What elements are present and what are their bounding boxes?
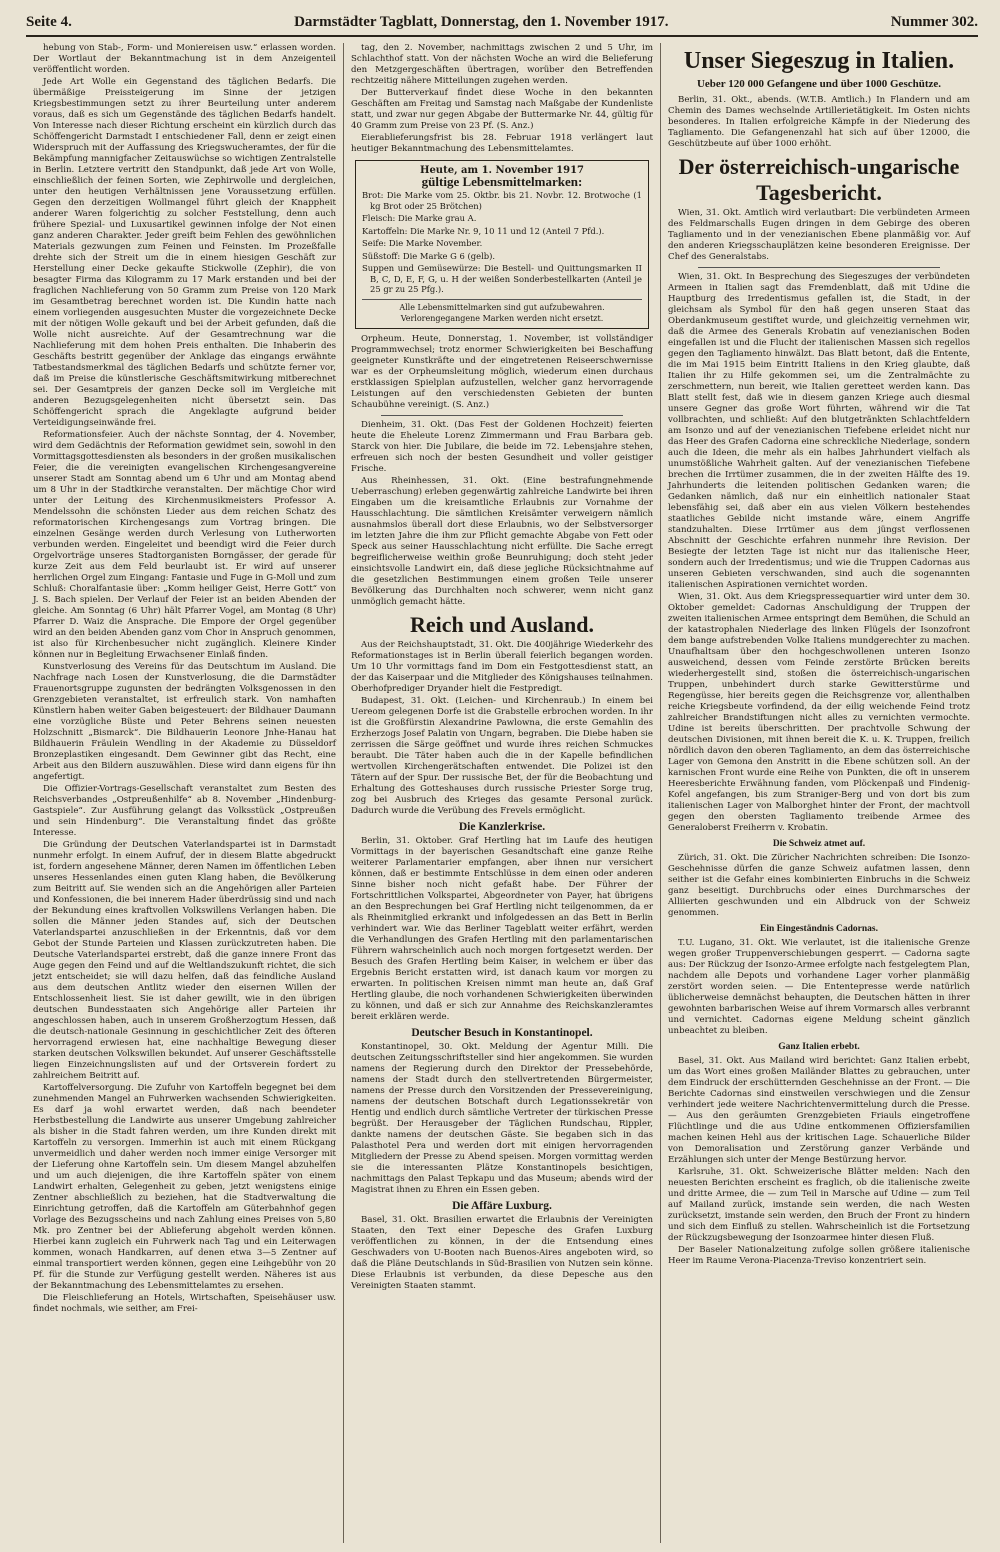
article-offizier: Die Offizier-Vortrags-Gesellschaft veranstaltet zum Besten des Reichsverbandes „Ostpreußenhilfe“ ab 8. November „Hindenburg-Gastspiele“. Zur Ausführung gelangt das Volksstück „Ostpreußen und sein Hindenburg“. Die Veranstaltung findet das größte Interesse.: [33, 784, 336, 838]
article-wtb: Berlin, 31. Okt., abends. (W.T.B. Amtlich.) In Flandern und am Chemin des Dames wechselnde Artillerietätigkeit. Im Osten nichts besonderes. In Italien erfolgreiche Kämpfe in der Niederung des Tagliamento. Die Gefangenenzahl hat sich auf über 12000, die Geschützbeute auf über 1000 erhöht.: [668, 95, 970, 149]
headline-luxburg: Die Affäre Luxburg.: [452, 1199, 552, 1212]
article-intro: hebung von Stab-, Form- und Moniereisen usw.“ erlassen worden. Der Wortlaut der Bekanntmachung ist in dem Anzeigenteil veröffentlicht worden.: [33, 43, 336, 75]
subheadline-siegeszug: Ueber 120 000 Gefangene und über 1000 Geschütze.: [696, 78, 942, 90]
headline-italien-erbebt: Ganz Italien erbebt.: [778, 1042, 860, 1052]
list-item: Süßstoff: Die Marke G 6 (gelb).: [362, 250, 496, 261]
article-orpheum: Orpheum. Heute, Donnerstag, 1. November, ist vollständiger Programmwechsel; trotz enormer Schwierigkeiten bei Beschaffung geeigneter Kunstkräfte und der eingetretenen Reiseerschwernisse war es der Orpheumsleitung möglich, wiederum einen durchaus erstklassigen Spielplan aufzustellen, welcher ganz hervorragende Leistungen auf den verschiedensten Gebieten der bunten Schaubühne vereinigt. (S. Anz.): [351, 333, 653, 410]
columns: [26, 43, 978, 1543]
article-reformation: Reformationsfeier. Auch der nächste Sonntag, der 4. November, wird dem Gedächtnis der Reformation gewidmet sein, sowohl in den Vormittagsgottesdiensten als besonders in der großen musikalischen Feier, die die vereinigten evangelischen Kirchengesangvereine unserer Stadt am Sonntag abend um 6 Uhr und am Montag abend um 8 Uhr in der Stadtkirche veranstalten. Der mächtige Chor wird unter der Leitung des Kirchenmusikmeisters Professor A. Mendelssohn die schönsten Lieder aus dem reichen Schatz des reformatorischen Kirchengesangs zum Vortrag bringen. Die einzelnen Gesänge werden durch Verlesung von Lutherworten verbunden werden. Eingeleitet und beendigt wird die Feier durch Orgelvorträge unseres Stadtorganisten Borngässer, der gerade für kurze Zeit aus dem Feld beurlaubt ist. Er wird auf unserer herrlichen Orgel zum Eingang: Fantasie und Fuge in G-Moll und zum Schluß: Choralfantasie über: „Komm heiliger Geist, Herre Gott“ von J. S. Bach spielen. Der Verlauf der Feier ist an beiden Abenden der gleiche. Am Sonntag (6 Uhr) hält Pfarrer Vogel, am Montag (8 Uhr) Pfarrer D. Waiz die Ansprache. Die Empore der Orgel gegenüber wird an den beiden Abenden ganz vom Chor in Anspruch genommen, ist also für Kirchenbesucher nicht zugänglich. Kleinere Kinder können nur in Begleitung Erwachsener Einlaß finden.: [33, 430, 336, 660]
article-karlsruhe: Karlsruhe, 31. Okt. Schweizerische Blätter melden: Nach den neuesten Berichten erscheint es fraglich, ob die italienische zweite und dritte Armee, die — zum Teil in Marsche auf Udine — zum Teil auf Mailand zurück, imstande sein werden, die nach Westen zurücksetzt, imstande sein werden, den Bruch der Front zu hindern und sich dem Einfluß zu stellen. Wahrscheinlich ist die Fortsetzung der Rückzugsbewegung der Isonzoarmee hinter diesen Fluß.: [668, 1167, 970, 1243]
headline-kanzlerkrise: Die Kanzlerkrise.: [458, 820, 546, 833]
list-item: Brot: Die Marke vom 25. Oktbr. bis 21. Novbr. 12. Brotwoche (1 kg Brot oder 25 Brötchen): [362, 190, 642, 211]
article-rheinhessen: Aus Rheinhessen, 31. Okt. (Eine bestrafungnehmende Ueberraschung) erleben gegenwärtig zahlreiche Landwirte bei ihren Eingaben um die kreisamtliche Erlaubnis zur Vornahme der Hausschlachtung. Die sämtlichen Kreisämter verweigern nämlich ausnahmslos überall dort diese Erlaubnis, wo der Selbstversorger im letzten Jahre die ihm zur Pflicht gemachte Abgabe von Fett oder Speck aus seiner Hausschlachtung nicht erfüllte. Die Sache erregt begreiflicherweise weithin große Beunruhigung; doch steht jeder einsichtsvolle Landwirt ein, daß diese jegliche Rücksichtnahme auf die gesetzlichen Bestimmungen einem großen Teile unserer Bevölkerung das Durchhalten noch schwerer, wenn nicht ganz unmöglich gemacht hätte.: [351, 475, 653, 607]
article-kunstverlosung: Kunstverlosung des Vereins für das Deutschtum im Ausland. Die Nachfrage nach Losen der Kunstverlosung, die die Darmstädter Frauenortsgruppe zugunsten der bedrängten Volksgenossen in den Grenzgebieten veranstaltet, ist erfreulich stark. Von namhaften Künstlern haben weiter Gaben beigesteuert: der Bildhauer Daumann eine vorzügliche Büste und Peter Behrens seinen neuesten Holzschnitt „Bismarck“. Die Bildhauerin Leonore Jnhe-Hanau hat Bildhauerin Fräulein Wendling in der Akademie zu Düsseldorf Bronzeplastiken eingesandt. Dem Gewinner gibt das Recht, eine Arbeit aus den Bildern auszuwählen. Diese wird dann eigens für ihn angefertigt.: [33, 662, 336, 782]
article-fleisch: Die Fleischlieferung an Hotels, Wirtschaften, Speisehäuser usw. findet nochmals, wie seither, am Frei-: [33, 1293, 336, 1314]
list-item: Suppen und Gemüsewürze: Die Bestell- und Quittungsmarken II B, C, D, E, F, G, u. H der weißen Sonderbestellkarten (Anteil je 25 gr zu 25 Pfg.).: [362, 263, 642, 294]
article-schweiz: Zürich, 31. Okt. Die Züricher Nachrichten schreiben: Die Isonzo-Geschehnisse dürfen die ganze Schweiz aufatmen lassen, denn seither ist die Gefahr eines kombinierten Einbruchs in die Schweiz ganz beseitigt. Durchbruchs oder eines Durchmarsches der Alliierten geschwunden und ein Albdruck von der Schweiz genommen.: [668, 853, 970, 918]
article-eier: Eierablieferungsfrist bis 28. Februar 1918 verlängert laut heutiger Bekanntmachung des Lebensmittelamtes.: [351, 133, 653, 154]
article-wien-3: Wien, 31. Okt. Aus dem Kriegspressequartier wird unter dem 30. Oktober gemeldet: Cadornas Anschuldigung der Truppen der zweiten italienischen Armee entspringt dem Bemühen, die Schuld an der katastrophalen Niederlage des linken Flügels der Isonzofront dem bange aufstrebenden Volke Italiens mundgerechter zu machen. Unaufhaltsam über den hochgeschwollenen unteren Isonzo ausweichend, dessen vom Feinde zerstörte Brücken bereits wiederhergestellt sind, stoßen die österreichisch-ungarischen Truppen, unbehindert durch starke Gewitterstürme und Regengüsse, hier bereits gegen die Reichsgrenze vor, allenthalben reiche Kriegsbeute vorfindend, da der eilig weichende Feind trotz zahlreicher Brandstiftungen nicht alles zu vernichten vermochte. Udine ist bereits überschritten. Der prachtvolle Schwung der deutschen Divisionen, mit ihnen bereit die K. u. K. Truppen, freilich nördlich davon den oberen Tagliamento, an dem das österreichische Lager von Gemona den Anstritt in die Ebene schützen soll. An der karnischen Front wurde eine Reihe von Punkten, die oft in unserem Heeresberichte Erwähnung fanden, vom Plöckenpaß und Findenig-Kofel angefangen, bis zum Straniger-Berg und von dort bis zum italienischen Lager von Malborghet hinter der Front, der machtvoll gegen den obersten Tagliamento treibende Armee des Generaloberst Freiherrn v. Krobatin.: [668, 592, 970, 833]
column-right: [660, 43, 977, 1543]
article-wien-2: Wien, 31. Okt. In Besprechung des Siegeszuges der verbündeten Armeen in Italien sagt das Fremdenblatt, daß mit Udine die Hauptburg des Irredentismus gefallen ist, die Stadt, in der gleichsam als Symbol für den haß gegen unseren Staat das Oberdankmuseum gestiftet wurde, und gleichzeitig vernehmen wir, daß die Armee des Generals Krobatin auf venezianischen Boden eingefallen ist und die Flucht der italienischen Massen sich regellos gegen den Tagliamento hinwälzt. Das Blatt betont, daß die Entente, die im Mai 1915 beim Eintritt Italiens in den Krieg glaubte, daß Italien ihr zu Hilfe gekommen sei, um die Zentralmächte zu zerschmettern, nun bereit, wie Italien geretteet werden kann. Das Blatt stellt fest, daß wie in diesem ganzen Kriege auch diesmal unsere Gegner das große Wort führten, während wir die Tat vollbrachten, und schließt: Auf den blutgetränkten Schlachtfeldern am Isonzo und auf der venezianischen Tiefebene erleidet nicht nur das Heer des Grafen Cadorna eine schreckliche Niederlage, sondern auch die Ideen, die mehr als ein halbes Jahrhundert vielfach als unumstößliche Wahrheit galten. Auf der venezianischen Tiefebene brechen die Irrtümer zusammen, die in der zweiten Hälfte des 19. Jahrhunderts die leitenden politischen Gedanken waren; die Gedanken nämlich, daß nur ein einheitlich nationaler Staat lebensfähig sei, daß aber ein aus vielen Völkern bestehendes staatliches Gebilde nicht imstande wäre, einem Angriffe standzuhalten. Diese Irrtümer aus dem jüngst verflossenen Abschnitt der Geschichte erfahren nunmehr ihre Revision. Der Besiegte der letzten Tage ist nicht nur das italienische Heer, sondern auch der Irredentismus; und wie die Truppen Cadornas aus unseren Gebieten verschwanden, sind auch die sogenannten italienischen Aspirationen vernichtet worden.: [668, 272, 970, 590]
list-item: Seife: Die Marke November.: [362, 238, 483, 248]
list-item: Fleisch: Die Marke grau A.: [362, 213, 477, 223]
article-dienheim: Dienheim, 31. Okt. (Das Fest der Goldenen Hochzeit) feierten heute die Eheleute Lorenz Zimmermann und Frau Barbara geb. Starck von hier. Die Jubilare, die beide im 72. Lebensjahre stehen, erfreuen sich noch der besten Gesundheit und voller geistiger Frische.: [351, 419, 653, 474]
section-title-reich: Reich und Ausland.: [409, 611, 595, 637]
article-kartoffel: Kartoffelversorgung. Die Zufuhr von Kartoffeln begegnet bei dem zunehmenden Mangel an Fuhrwerken wachsenden Schwierigkeiten. Es darf ja wohl erwartet werden, daß nach beendeter Herbstbestellung die Landwirte aus unserer Umgebung zahlreicher als bisher in die Stadt fahren werden, um ihre Kunden direkt mit Kartoffeln zu versorgen. Immerhin ist auch mit einem Rückgang unvermeidlich und daher werden noch immer einige Versorger mit der Lieferung ohne Kartoffeln sein. Um diesem Mangel abzuhelfen und um auch diejenigen, die ihre Kartoffeln später von einem Landwirt erhalten, Gelegenheit zu geben, jetzt wenigstens einige Zentner abschließlich zu beziehen, hat die Stadtverwaltung die Einrichtung getroffen, daß die Kartoffeln am Güterbahnhof gegen Vorlage des Bezugsscheins und nach Zahlung eines Preises von 5,80 Mk. pro Zentner bei der Ablieferung abgeholt werden können. Hierbei kann zugleich ein Fuhrwerk nach Tag und ein Leiterwagen kommen, wonach Handkarren, auf denen etwa 3—5 Zentner auf einmal transportiert werden können, gegen eine Leihgebühr von 20 Pf. für die Stunde zur Verfügung gestellt werden. Näheres ist aus der Bekanntmachung des Lebensmittelamtes zu ersehen.: [33, 1083, 336, 1291]
column-middle: [343, 43, 660, 1543]
article-kanzlerkrise: Berlin, 31. Oktober. Graf Hertling hat im Laufe des heutigen Vormittags in der bayerischen Gesandtschaft eine ganze Reihe weiterer Parlamentarier empfangen, aber ihnen nur versichert können, daß er bestimmte Entschlüsse in dem einen oder anderen Sinne bisher noch nicht gefaßt habe. Der Führer der Fortschrittlichen Volkspartei, Abgeordneter von Payer, hat übrigens an den Besprechungen bei Graf Hertling nicht teilgenommen, da er als Rheinmitglied erkrankt und infolgedessen an das Bett in Berlin verhindert war. Wie das Berliner Tageblatt weiter erfährt, werden die Verhandlungen des Grafen Hertling mit den parlamentarischen Führern wahrscheinlich auch noch morgen fortgesetzt werden. Der Besuch des Grafen Hertling beim Kaiser, in welchem er über das Ergebnis Bericht erstatten wird, ist danach kaum vor morgen zu erwarten. In politischen Kreisen nimmt man heute an, daß Graf Hertling glaube, die noch vorhandenen Schwierigkeiten überwinden zu können, und daß er sich zur Annahme des Reichskanzleramtes bereit erklären werde.: [351, 835, 653, 1022]
article-butter: Der Butterverkauf findet diese Woche in den bekannten Geschäften am Freitag und Samstag nach Maßgabe der Kundenliste statt, und zwar nur gegen Abgabe der Buttermarke Nr. 44, gültig für 40 Gramm zum Preise von 23 Pf. (S. Anz.): [351, 88, 653, 131]
headline-cadorna: Ein Eingeständnis Cadornas.: [760, 924, 878, 934]
headline-schweiz: Die Schweiz atmet auf.: [772, 839, 866, 849]
article-wien-1: Wien, 31. Okt. Amtlich wird verlautbart: Die verbündeten Armeen des Feldmarschalls Eugen dringen in dem Gebirge des oberen Tagliamento und in der venezianischen Ebene planmäßig vor. Auf den anderen Kriegsschauplätzen keine besonderen Ereignisse. Der Chef des Generalstabs.: [668, 208, 970, 262]
article-luxburg: Basel, 31. Okt. Brasilien erwartet die Erlaubnis der Vereinigten Staaten, den Text einer Depesche des Grafen Luxburg veröffentlichen zu können, in der die Entsendung eines Geschwaders von U-Booten nach Buenos-Aires angeboten wird, so daß die Pläne Deutschlands in Süd-Brasilien von Nutzen sein könne. Diese Erlaubnis ist verbunden, da diese Depesche aus den Vereinigten Staaten stammt.: [351, 1214, 653, 1291]
article-budapest: Budapest, 31. Okt. (Leichen- und Kirchenraub.) In einem bei Uereom gelegenen Dorfe ist die Grabstelle erbrochen worden. In ihr ist die Großfürstin Alexandrine Pawlowna, die erste Gemahlin des Erzherzogs Josef Palatin von Ungarn, begraben. Die Diebe haben sie zerrissen die Särge geöffnet und wurde ihres reichen Schmuckes beraubt. Die Täter haben auch die in der Kapelle befindlichen wertvollen Kirchengerätschaften entwendet. Die Polizei ist den Tätern auf der Spur. Der russische Bet, der für die Beobachtung und Erhaltung des Gotteshauses durch russische Priester Sorge trug, zog bei Ausbruch des Krieges das gesamte Personal zurück. Dadurch wurde die Verübung des Frevels ermöglicht.: [351, 695, 653, 816]
divider: [698, 267, 940, 268]
issue-number: Nummer 302.: [890, 14, 978, 30]
article-cadorna: T.U. Lugano, 31. Okt. Wie verlautet, ist die italienische Grenze wegen großer Truppenverschiebungen gesperrt. — Cadorna sagte aus: Der Rückzug der Isonzo-Armee erfolgte nach festgelegtem Plan, nachdem alle Depots und vorhandene Lager vorher planmäßig zerstört worden seien. — Die Ententepresse werde natürlich üblicherweise demnächst behaupten, die Deutschen hätten in ihrer gewohnten barbarischen Weise auf ihrem Vormarsch alles verbrannt und vernichtet. Cadornas eigene Meldung scheint gänzlich unbeachtet zu bleiben.: [668, 938, 970, 1036]
column-left: [26, 43, 343, 1543]
article-italien-erbebt: Basel, 31. Okt. Aus Mailand wird berichtet: Ganz Italien erbebt, um das Wort eines großen Mailänder Blattes zu gebrauchen, unter dem Eindruck der erschütternden Geschehnisse an der Front. — Die Berichte Cadornas sind einstweilen verschwiegen und die Zensur verhindert jede weitere Nachrichtenvermittelung durch die Presse. — Aus den geräumten Grenzgebieten Friauls eingetroffene Flüchtlinge und die aus Udine entkommenen Offiziersfamilien machen keinen Hehl aus der kritischen Lage. Schauerliche Bilder von Demoralisation und Zerstörung ganzer Verbände und Erzählungen sich unter der Menge Bestürzung hervor.: [668, 1056, 970, 1165]
headline-konstantinopel: Deutscher Besuch in Konstantinopel.: [411, 1026, 593, 1039]
lebensmittelmarken-box: [355, 160, 649, 329]
article-baseler: Der Baseler Nationalzeitung zufolge sollen größere italienische Heer im Raume Verona-Piacenza-Treviso konzentriert sein.: [668, 1245, 970, 1266]
article-vaterlandspartei: Die Gründung der Deutschen Vaterlandspartei ist in Darmstadt nunmehr erfolgt. In einem Aufruf, der in diesem Blatte abgedruckt ist, fordern angesehene Männer, deren Namen im öffentlichen Leben unseres Hessenlandes einen guten Klang haben, die Bevölkerung zum Beitritt auf. Sie wenden sich an die Angehörigen aller Parteien und Konfessionen, die bei innerem Hader überdrüssig sind und nach der Bekundung eines kraftvollen Volkswillens Verlangen haben. Die sollen die Männer jeden Standes auf, sich der Deutschen Vaterlandspartei anzuschließen in der Erkenntnis, daß vor dem Gebot der Stunde Parteien und Klassen zurückzutreten haben. Die Deutsche Vaterlandspartei erstrebt, daß die ganze innere Front das Auge gegen den Feind und auf die Weltlandszukunft richtet, die sich jetzt entscheidet; sie will dazu helfen, daß das feindliche Ausland aus dem deutschen Antlitz wieder den eisernen Willen der Entschlossenheit liest. Sie ist daher gewillt, wie in den übrigen deutschen Bundesstaaten sich Angehörige aller Parteien ihr angeschlossen haben, auch in unserem Großherzogtum Hessen, daß die deutsch-nationale Gesinnung in geschichtlicher Zeit des öfteren hervorragend erwiesen hat, eine nachhaltige Bewegung dieser starken deutschen Volkswillen bekundet. Auf unserer Geschäftsstelle liegen Einzeichnungslisten auf und der Ortsverein fordert zu zahlreichem Beitritt auf.: [33, 840, 336, 1081]
article-cont: tag, den 2. November, nachmittags zwischen 2 und 5 Uhr, im Schlachthof statt. Von der nächsten Woche an wird die Belieferung den Metzgergeschäften übertragen, worüber den Betreffenden rechtzeitig nähere Mitteilungen zugehen werden.: [351, 43, 653, 86]
article-konstantinopel: Konstantinopel, 30. Okt. Meldung der Agentur Milli. Die deutschen Zeitungsschriftsteller sind hier angekommen. Sie wurden namens der Regierung durch den Direktor der Pressebehörde, namens der Stadt durch den stellvertretenden Bürgermeister, namens der Presse durch den Vorsitzenden der Pressevereinigung, namens der deutschen Botschaft durch Legationssekretär von Hentig und endlich durch sämtliche Vertreter der türkischen Presse begrüßt. Der Herausgeber der Täglichen Rundschau, Rippler, dankte namens der deutschen Gäste. Sie begaben sich in das Palasthotel Pera und werden dort mit einigen hervorragenden Mitgliedern der Presse zu Abend speisen. Morgen vormittag werden sie die interessanten Plätze Konstantinopels besichtigen, nachmittags den Palast Tepkapu und das Museum; abends wird der Magistrat ihnen zu Ehren ein Essen geben.: [351, 1041, 653, 1195]
newspaper-dateline: Darmstädter Tagblatt, Donnerstag, den 1. November 1917.: [294, 14, 669, 30]
headline-siegeszug: Unser Siegeszug in Italien.: [683, 48, 955, 74]
article-reich: Aus der Reichshauptstadt, 31. Okt. Die 400jährige Wiederkehr des Reformationstages ist in Berlin überall feierlich begangen worden. Um 10 Uhr vormittags fand im Dom ein Festgottesdienst statt, an der das Kaiserpaar und die Mitglieder des Königshauses teilnahmen. Oberhofprediger Dryander hielt die Festpredigt.: [351, 639, 653, 694]
headline-tagesbericht: Der österreichisch-ungarische Tagesbericht.: [678, 154, 960, 205]
box-date: Heute, am 1. November 1917: [420, 165, 584, 176]
list-item: Kartoffeln: Die Marke Nr. 9, 10 11 und 12 (Anteil 7 Pfd.).: [362, 225, 605, 236]
box-list: [362, 190, 642, 295]
box-note: Alle Lebensmittelmarken sind gut aufzubewahren. Verlorengegangene Marken werden nicht ersetzt.: [362, 299, 642, 324]
page-number: Seite 4.: [26, 14, 72, 30]
article-wolle: Jede Art Wolle ein Gegenstand des täglichen Bedarfs. Die übermäßige Preissteigerung im Sinne der jetzigen Kriegsbestimmungen setzt zu ihrer Beurteilung unter anderem voraus, daß es sich um Gegenstände des täglichen Bedarfs handelt. Von Interesse nach dieser Richtung erscheint ein kürzlich durch das Schöffengericht Darmstadt I entschiedener Fall, denn er zeigt einen Widerspruch mit der Auffassung des Kriegswucheramtes, der für die Bekämpfung mannigfacher Zeitauswüchse so wichtigen Zentralstelle in Berlin. Letztere vertritt den Standpunkt, daß jede Art von Wolle, einschließlich der feinen Sorten, wie Zephirwolle und dergleichen, unter den heutigen Verhältnissen jene Voraussetzung erfüllen. Gegen den derzeitigen Wollmangel führt gleich der Knappheit anderer Waren folgerichtig zu solcher Feststellung, denn auch frühere Spezial- und Luxusartikel gewinnen infolge der Not einen ganz anderen Charakter. Jeder greift beim Fehlen des gewöhnlichen Materials gezwungen zum Feinen und Feinsten. Im Prozeßfalle drehte sich der Streit um die in einem hiesigen Geschäft zur Herstellung einer Decke gekaufte Stickwolle (Zephir), die von besagter Firma das Kilogramm zu 17 Mark erstanden und bei der fraglichen Nachlieferung von 50 Gramm zum Preise von 120 Mark im Gesamtbetrag berechnet worden ist. Die Kundin hatte nach einem vorliegenden ausgesuchten Muster die vorgezeichnete Decke mit der nötigen Wolle gekauft und bei der Arbeit gefunden, daß die Wolle nicht ausreichte. Auf der Gesamtrechnung war die Nachlieferung mit dem hohen Preis enthalten. Die Inhaberin des Geschäfts bestritt gegenüber der Anklage das eingangs erwähnte Tatbestandsmerkmal des täglichen Bedarfs und schützte ferner vor, daß im Preise die künstlerische Geschäftsmitwirkung mitberechnet sei. Der Gesamtpreis der ganzen Decke soll im Vergleiche mit anderen Bezugsgelegenheiten nicht übersetzt sein. Das Schöffengericht sprach die Angeklagte aufgrund beider Verteidigungseinwände frei.: [33, 77, 336, 428]
box-title: gültige Lebensmittelmarken:: [421, 174, 583, 189]
divider: [381, 415, 623, 416]
masthead: [26, 14, 978, 37]
